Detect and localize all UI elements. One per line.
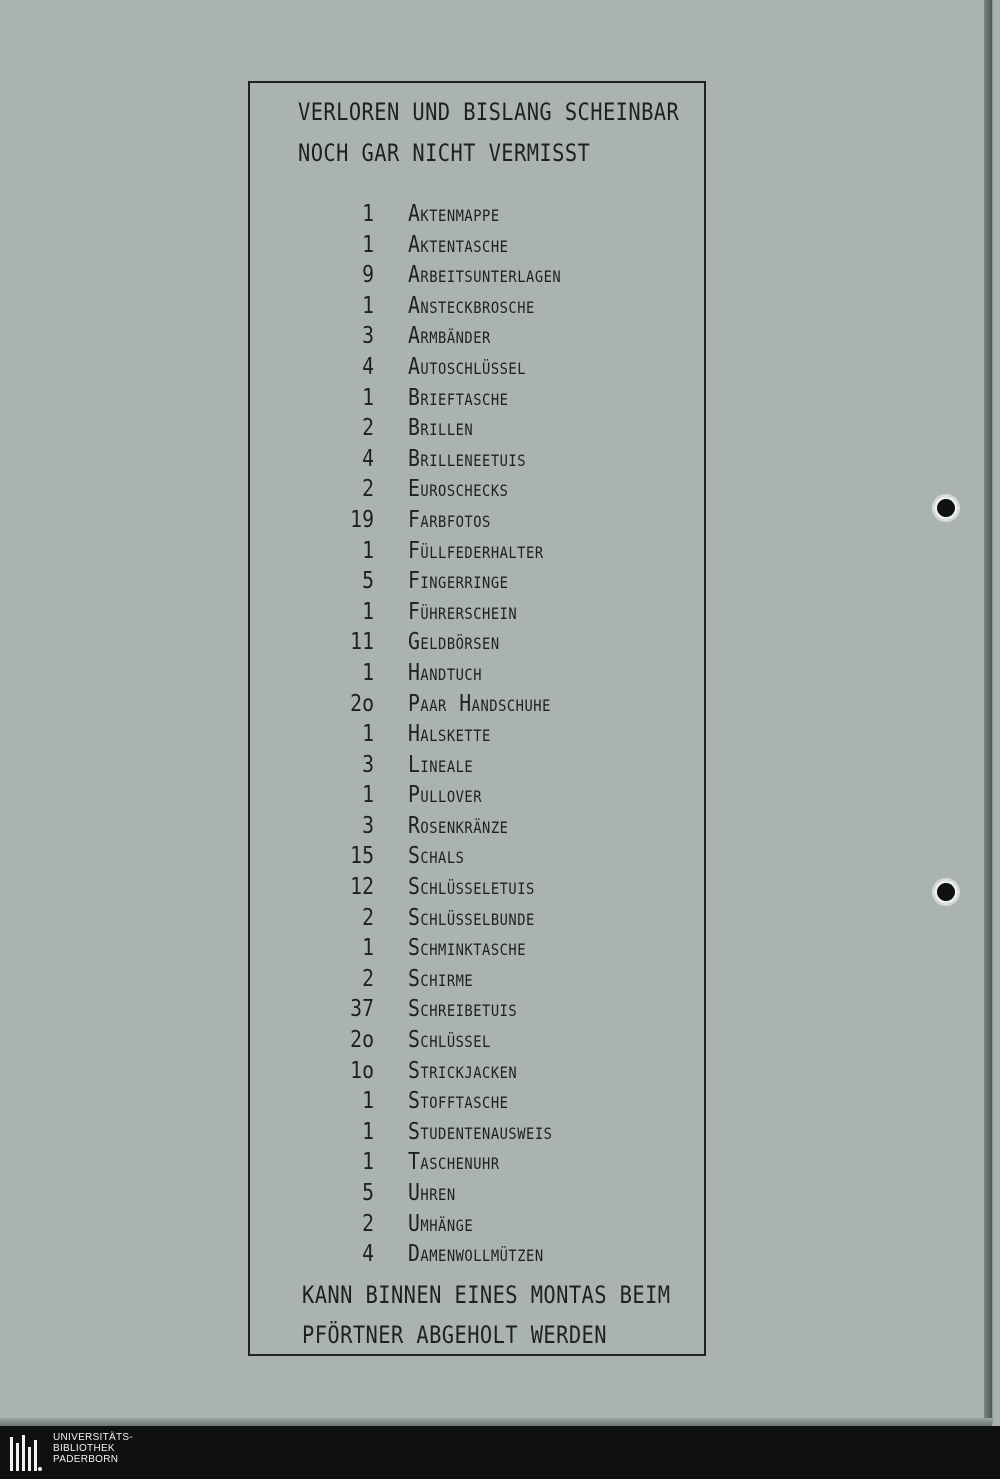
item-quantity: 2 (362, 476, 374, 503)
item-quantity: 1 (362, 598, 374, 625)
notice-footer-line: PFÖRTNER ABGEHOLT WERDEN (302, 1321, 607, 1349)
item-quantity: 4 (362, 445, 374, 472)
list-item (250, 1211, 704, 1242)
punch-hole (934, 496, 958, 520)
item-name: Aktenmappe (408, 201, 500, 227)
list-item (250, 966, 704, 997)
item-name: Schirme (408, 965, 474, 992)
item-name: Schreibetuis (408, 996, 518, 1023)
lost-items-notice (248, 81, 706, 1356)
item-quantity: 19 (350, 506, 374, 533)
list-item (250, 629, 704, 660)
item-name: Stofftasche (408, 1088, 509, 1115)
list-item (250, 201, 704, 232)
item-name: Autoschlüssel (408, 353, 527, 380)
list-item (250, 262, 704, 293)
item-quantity: 5 (362, 1180, 374, 1206)
item-quantity: 3 (362, 323, 374, 350)
list-item (250, 599, 704, 630)
item-name: Halskette (408, 721, 491, 748)
list-item (250, 538, 704, 569)
item-quantity: 2 (362, 965, 374, 992)
item-quantity: 1 (362, 1149, 374, 1176)
item-quantity: 1 (362, 1118, 374, 1145)
item-name: Brieftasche (408, 384, 509, 411)
list-item (250, 1088, 704, 1119)
list-item (250, 1149, 704, 1180)
item-name: Füllfederhalter (408, 537, 544, 564)
item-name: Lineale (408, 751, 474, 778)
item-name: Fingerringe (408, 568, 509, 595)
list-item (250, 782, 704, 813)
item-quantity: 2 (362, 904, 374, 931)
list-item (250, 905, 704, 936)
list-item (250, 1027, 704, 1058)
item-quantity: 1 (362, 1088, 374, 1115)
item-quantity: 1 (362, 782, 374, 809)
library-logo-line: UNIVERSITÄTS- (53, 1432, 134, 1443)
list-item (250, 293, 704, 324)
list-item (250, 1119, 704, 1150)
item-name: Schminktasche (408, 935, 527, 962)
list-item (250, 1180, 704, 1211)
list-item (250, 813, 704, 844)
list-item (250, 691, 704, 722)
library-logo-line: PADERBORN (53, 1454, 119, 1465)
item-name: Geldbörsen (408, 629, 500, 656)
item-quantity: 2o (350, 1027, 374, 1054)
item-name: Farbfotos (408, 506, 491, 533)
lost-items-list (250, 201, 704, 1272)
item-quantity: 1o (350, 1057, 374, 1084)
item-quantity: 12 (350, 874, 374, 901)
list-item (250, 568, 704, 599)
item-quantity: 11 (350, 629, 374, 656)
list-item (250, 323, 704, 354)
item-name: Taschenuhr (408, 1149, 500, 1176)
item-name: Führerschein (408, 598, 518, 625)
list-item (250, 996, 704, 1027)
item-name: Strickjacken (408, 1057, 518, 1084)
item-name: Schals (408, 843, 465, 870)
item-name: Uhren (408, 1180, 456, 1206)
item-name: Brillen (408, 415, 474, 442)
item-quantity: 9 (362, 262, 374, 289)
item-quantity: 4 (362, 353, 374, 380)
item-quantity: 4 (362, 1241, 374, 1268)
item-quantity: 1 (362, 231, 374, 258)
list-item (250, 232, 704, 263)
item-quantity: 1 (362, 721, 374, 748)
item-quantity: 15 (350, 843, 374, 870)
item-quantity: 2 (362, 1210, 374, 1237)
list-item (250, 752, 704, 783)
page-edge (984, 0, 992, 1424)
item-quantity: 5 (362, 568, 374, 595)
list-item (250, 660, 704, 691)
item-quantity: 37 (350, 996, 374, 1023)
item-quantity: 1 (362, 537, 374, 564)
item-name: Umhänge (408, 1210, 474, 1237)
item-name: Studentenausweis (408, 1118, 553, 1145)
item-quantity: 1 (362, 935, 374, 962)
item-name: Schlüsseletuis (408, 874, 535, 901)
item-name: Armbänder (408, 323, 491, 350)
item-name: Arbeitsunterlagen (408, 262, 562, 289)
item-name: Euroschecks (408, 476, 509, 503)
library-logo-icon (8, 1431, 44, 1473)
list-item (250, 415, 704, 446)
list-item (250, 874, 704, 905)
list-item (250, 843, 704, 874)
punch-hole (934, 880, 958, 904)
list-item (250, 721, 704, 752)
list-item (250, 446, 704, 477)
list-item (250, 385, 704, 416)
item-name: Schlüssel (408, 1027, 491, 1054)
item-quantity: 3 (362, 751, 374, 778)
item-quantity: 2o (350, 690, 374, 717)
list-item (250, 507, 704, 538)
notice-heading-line: VERLOREN UND BISLANG SCHEINBAR (298, 98, 680, 126)
item-name: Rosenkränze (408, 812, 509, 839)
item-quantity: 1 (362, 201, 374, 227)
item-name: Damenwollmützen (408, 1241, 544, 1268)
item-quantity: 1 (362, 292, 374, 319)
item-name: Handtuch (408, 659, 483, 686)
library-footer-bar (0, 1426, 1000, 1479)
library-logo-text (53, 1432, 133, 1465)
item-quantity: 2 (362, 415, 374, 442)
item-quantity: 3 (362, 812, 374, 839)
item-name: Pullover (408, 782, 483, 809)
item-name: Schlüsselbunde (408, 904, 535, 931)
item-quantity: 1 (362, 659, 374, 686)
item-name: Brilleneetuis (408, 445, 527, 472)
list-item (250, 1241, 704, 1272)
item-name: Paar Handschuhe (408, 690, 551, 717)
item-quantity: 1 (362, 384, 374, 411)
list-item (250, 1058, 704, 1089)
notice-footer-line: KANN BINNEN EINES MONTAS BEIM (302, 1281, 671, 1309)
page-bottom-edge (0, 1418, 992, 1426)
list-item (250, 935, 704, 966)
list-item (250, 476, 704, 507)
item-name: Ansteckbrosche (408, 292, 535, 319)
item-name: Aktentasche (408, 231, 509, 258)
notice-heading-line: NOCH GAR NICHT VERMISST (298, 139, 591, 167)
list-item (250, 354, 704, 385)
library-logo-line: BIBLIOTHEK (53, 1443, 115, 1454)
